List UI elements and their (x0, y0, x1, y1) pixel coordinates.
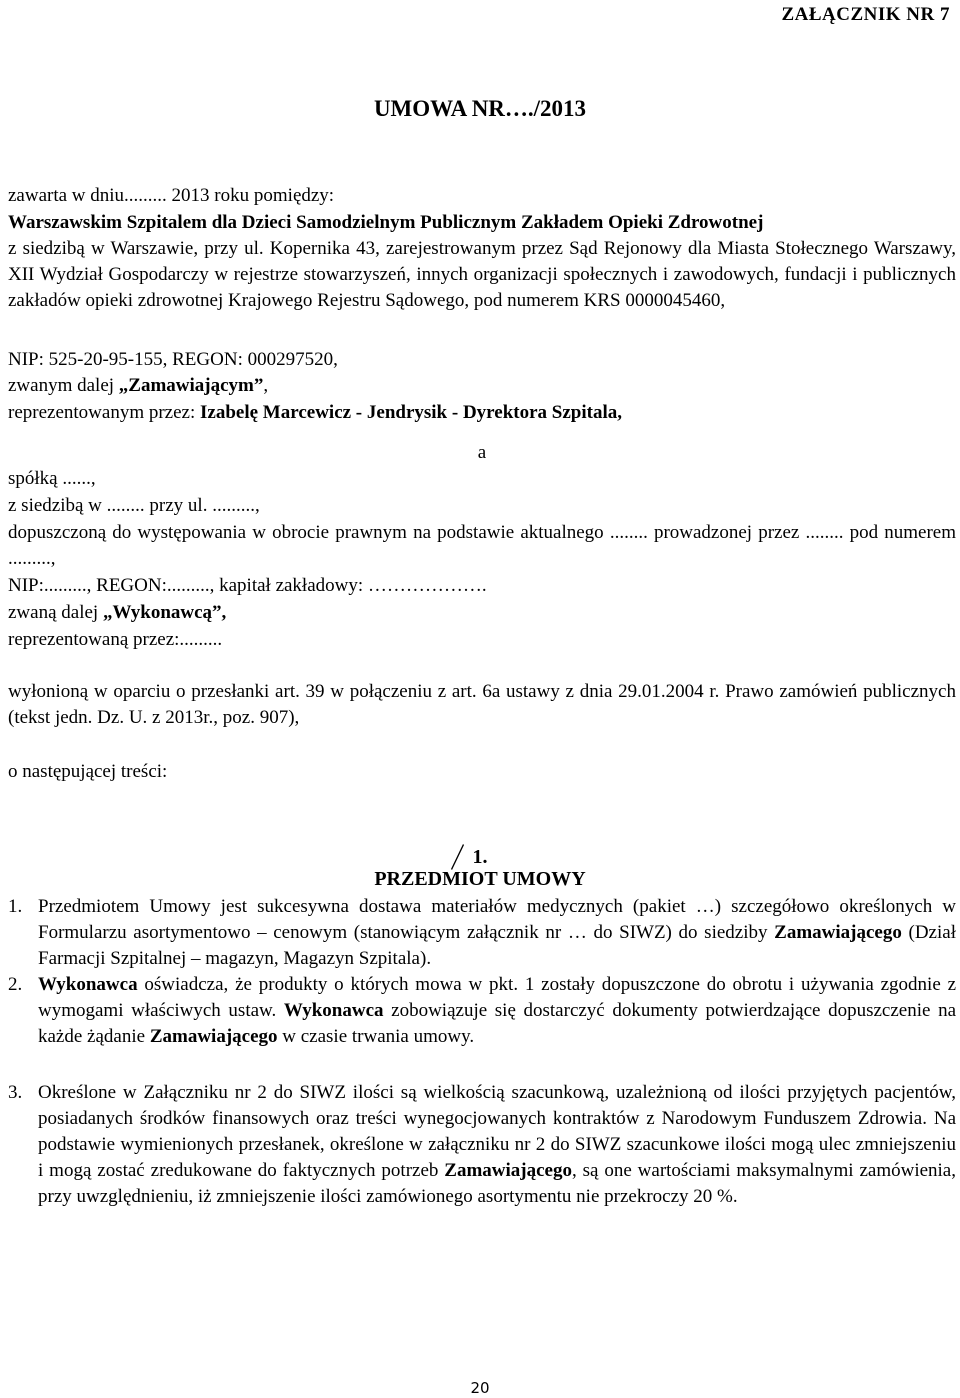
item1-text-a: Przedmiotem Umowy jest sukcesywna dostawa materiałów medycznych (pakiet …) szczegółowo określonych w Formularzu asortymentowo – cenowym (stanowiącym załącznik nr … do SIWZ) do siedziby (38, 896, 956, 943)
section-number: 1. (472, 846, 488, 868)
item1-text-b: (Dział Farmacji Szpitalnej – magazyn, Magazyn Szpitala). (38, 922, 956, 969)
party1-repr-name: Izabelę Marcewicz - Jendrysik - Dyrektora Szpitala, (200, 402, 622, 423)
item-number: 2. (8, 974, 23, 995)
item3-text-b: , są one wartościami maksymalnymi zamówienia, przy uwzględnieniu, iż zmniejszenie ilości zamówionego asortymentu nie przekroczy 20 %. (38, 1160, 956, 1207)
party2-called (8, 600, 956, 626)
item-number: 3. (8, 1082, 23, 1103)
party1-nip-regon: NIP: 525-20-95-155, REGON: 000297520, (8, 349, 338, 370)
annex-label: ZAŁĄCZNIK NR 7 (781, 4, 950, 25)
contract-title: UMOWA NR…./2013 (373, 96, 587, 121)
item2-text-c: w czasie trwania umowy. (277, 1026, 475, 1047)
party1-called (8, 373, 956, 399)
party2-address: z siedzibą w ........ przy ul. ........., (8, 495, 260, 516)
following-content: o następującej treści: (8, 761, 168, 782)
item-text (38, 1080, 956, 1210)
party2-representative: reprezentowaną przez:......... (8, 629, 223, 650)
item2-bold-b: Wykonawca (283, 1000, 384, 1021)
item3-text-a: Określone w Załączniku nr 2 do SIWZ ilości są wielkością szacunkową, uzależnioną od ilości przyjętych pacjentów, posiadanych środków finansowych oraz treści wynegocjowanych kontraktów z Narodowym Funduszem Zdrowia. Na podstawie wymienionych przesłanek, określone w załączniku nr 2 do SIWZ szacunkowe ilości mogą ulec zmniejszeniu i mogą zostać zredukowane do faktycznych potrzeb (38, 1082, 956, 1181)
and-conjunction: a (477, 442, 487, 463)
party2-called-name: „Wykonawcą”, (102, 602, 227, 623)
page-number: 20 (470, 1379, 490, 1397)
party1-called-prefix: zwanym dalej (8, 375, 119, 396)
selected-basis: wyłonioną w oparciu o przesłanki art. 39 w połączeniu z art. 6a ustawy z dnia 29.01.2004 r. Prawo zamówień publicznych (tekst jedn. Dz. U. z 2013r., poz. 907), (8, 681, 956, 728)
party1-name: Warszawskim Szpitalem dla Dzieci Samodzielnym Publicznym Zakładem Opieki Zdrowotnej (8, 212, 764, 233)
party1-address: z siedzibą w Warszawie, przy ul. Kopernika 43, zarejestrowanym przez Sąd Rejonowy dla Miasta Stołecznego Warszawy, XII Wydział Gospodarczy w rejestrze stowarzyszeń, innych organizacji społecznych i zawodowych, fundacji i publicznych zakładów opieki zdrowotnej Krajowego Rejestru Sądowego, pod numerem KRS 0000045460, (8, 238, 956, 311)
party1-called-suffix: , (263, 375, 269, 396)
item2-bold-c: Zamawiającego (149, 1026, 278, 1047)
item3-bold-a: Zamawiającego (444, 1160, 572, 1181)
item1-bold-a: Zamawiającego (774, 922, 902, 943)
party2-company: spółką ......, (8, 468, 96, 489)
party2-admitted: dopuszczoną do występowania w obrocie prawnym na podstawie aktualnego ........ prowadzonej przez ........ pod numerem ........., (8, 522, 956, 569)
item2-text-b: zobowiązuje się dostarczyć dokumenty potwierdzające dopuszczenie na każde żądanie (38, 1000, 956, 1047)
item2-text-a: oświadcza, że produkty o których mowa w pkt. 1 zostały dopuszczone do obrotu i używania zgodnie z wymogami właściwych ustaw. (38, 974, 956, 1021)
item-number: 1. (8, 896, 23, 917)
item-text (38, 972, 956, 1050)
party1-called-name: „Zamawiającym” (118, 375, 264, 396)
concluded-on-line: zawarta w dniu......... 2013 roku pomiędzy: (8, 185, 335, 206)
party2-called-prefix: zwaną dalej (8, 602, 103, 623)
party1-repr-prefix: reprezentowanym przez: (8, 402, 201, 423)
party2-nip-regon: NIP:........., REGON:........., kapitał zakładowy: ………………. (8, 575, 487, 596)
item-text (38, 894, 956, 972)
item2-bold-a: Wykonawca (38, 974, 138, 995)
party1-representative (8, 400, 956, 426)
section-title: PRZEDMIOT UMOWY (374, 868, 586, 890)
